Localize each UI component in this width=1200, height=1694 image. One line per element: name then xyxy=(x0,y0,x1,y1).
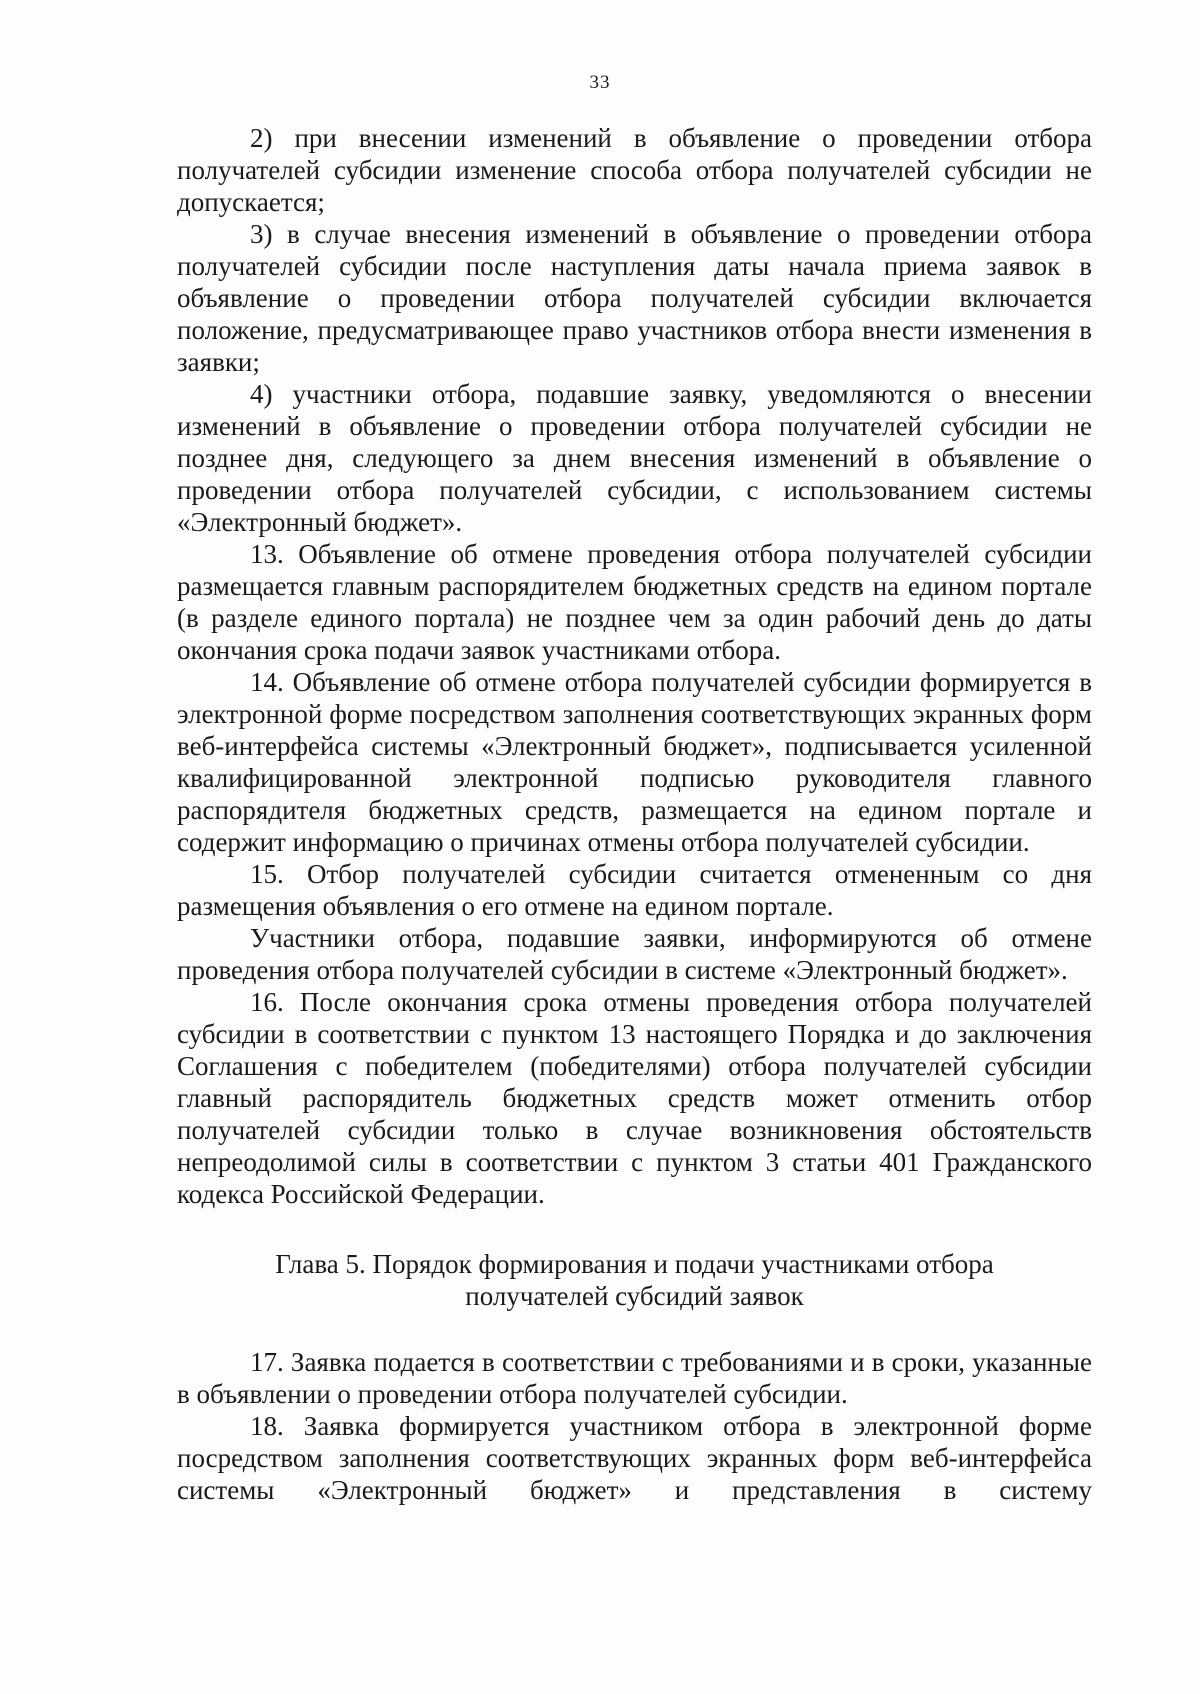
paragraph-item-3: 3) в случае внесения изменений в объявление о проведении отбора получателей субсидии после наступления даты начала приема заявок в объявление о проведении отбора получателей субсидии включается положение, предусматривающее право участников отбора внести изменения в заявки; xyxy=(177,219,1092,377)
page-number: 33 xyxy=(589,72,611,93)
paragraph-section-13: 13. Объявление об отмене проведения отбора получателей субсидии размещается главным распорядителем бюджетных средств на едином портале (в разделе единого портала) не позднее чем за один рабочий день до даты окончания срока подачи заявок участниками отбора. xyxy=(177,539,1092,665)
document-body xyxy=(177,122,1092,1506)
paragraph-section-16: 16. После окончания срока отмены проведения отбора получателей субсидии в соответствии с пунктом 13 настоящего Порядка и до заключения Соглашения с победителем (победителями) отбора получателей субсидии главный распорядитель бюджетных средств может отменить отбор получателей субсидии только в случае возникновения обстоятельств непреодолимой силы в соответствии с пунктом 3 статьи 401 Гражданского кодекса Российской Федерации. xyxy=(177,987,1092,1209)
paragraph-section-17: 17. Заявка подается в соответствии с требованиями и в сроки, указанные в объявлении о проведении отбора получателей субсидии. xyxy=(177,1347,1092,1409)
chapter-heading-line-2: получателей субсидий заявок xyxy=(465,1281,804,1311)
paragraph-participants-notice: Участники отбора, подавшие заявки, информируются об отмене проведения отбора получателей субсидии в системе «Электронный бюджет». xyxy=(177,923,1092,985)
chapter-heading xyxy=(177,1248,1092,1312)
paragraph-section-18: 18. Заявка формируется участником отбора в электронной форме посредством заполнения соответствующих экранных форм веб-интерфейса системы «Электронный бюджет» и представления в систему xyxy=(177,1411,1092,1505)
paragraph-item-4: 4) участники отбора, подавшие заявку, уведомляются о внесении изменений в объявление о проведении отбора получателей субсидии не позднее дня, следующего за днем внесения изменений в объявление о проведении отбора получателей субсидии, с использованием системы «Электронный бюджет». xyxy=(177,379,1092,537)
paragraph-section-15: 15. Отбор получателей субсидии считается отмененным со дня размещения объявления о его отмене на едином портале. xyxy=(177,859,1092,921)
paragraph-section-14: 14. Объявление об отмене отбора получателей субсидии формируется в электронной форме посредством заполнения соответствующих экранных форм веб-интерфейса системы «Электронный бюджет», подписывается усиленной квалифицированной электронной подписью руководителя главного распорядителя бюджетных средств, размещается на едином портале и содержит информацию о причинах отмены отбора получателей субсидии. xyxy=(177,667,1092,857)
chapter-heading-line-1: Глава 5. Порядок формирования и подачи участниками отбора xyxy=(275,1249,994,1279)
paragraph-item-2: 2) при внесении изменений в объявление о проведении отбора получателей субсидии изменение способа отбора получателей субсидии не допускается; xyxy=(177,123,1092,217)
